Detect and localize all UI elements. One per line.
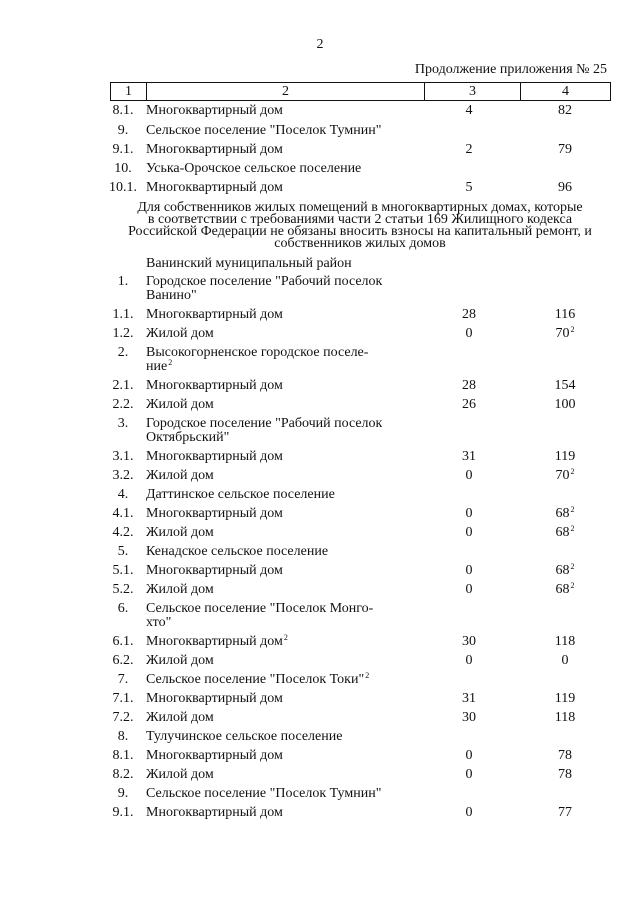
column-3-value: 30 (462, 710, 476, 725)
row-name (146, 507, 421, 521)
row-name-line (146, 545, 421, 559)
column-4-value (520, 583, 610, 597)
column-4-number: 78 (558, 767, 572, 782)
row-name-line (146, 673, 421, 687)
column-3-value: 0 (465, 582, 473, 597)
row-name-line (146, 143, 421, 157)
column-header-table (110, 82, 611, 101)
district-name: Ванинский муниципальный район (146, 256, 352, 271)
row-name-text: Сельское поселение "Поселок Тумнин" (146, 123, 382, 138)
column-header-3: 3 (425, 83, 521, 101)
column-4-number: 68 (555, 582, 570, 597)
column-4-number: 70 (555, 468, 570, 483)
row-name-line (146, 507, 421, 521)
column-4-value (520, 635, 610, 649)
row-number: 1. (117, 274, 129, 289)
row-number: 5.1. (112, 563, 134, 578)
row-name-text: Многоквартирный дом (146, 449, 283, 464)
row-name (146, 635, 421, 649)
footnote-marker: 2 (570, 581, 575, 590)
row-name-line (146, 181, 421, 195)
row-name-line (146, 768, 421, 782)
table-row (0, 275, 640, 308)
column-4-number: 70 (555, 326, 570, 341)
table-row (0, 806, 640, 825)
section-heading-line: собственников жилых домов (274, 236, 446, 251)
table-row (0, 398, 640, 417)
column-4-value (520, 398, 610, 412)
table-body (0, 104, 640, 825)
row-name-text: Городское поселение "Рабочий поселок (146, 416, 383, 431)
row-name (146, 162, 421, 176)
column-4-value (520, 507, 610, 521)
row-number: 2. (117, 345, 129, 360)
column-4-value (520, 104, 610, 118)
row-name-line (146, 398, 421, 412)
table-row (0, 346, 640, 379)
column-4-number: 96 (558, 180, 572, 195)
row-name-text: Тулучинское сельское поселение (146, 729, 343, 744)
row-name (146, 143, 421, 157)
row-name-line (146, 431, 421, 445)
row-name (146, 787, 421, 801)
row-name (146, 275, 421, 303)
row-name-text: Многоквартирный дом (146, 691, 283, 706)
row-name-text: Многоквартирный дом (146, 307, 283, 322)
row-name (146, 806, 421, 820)
row-name (146, 673, 421, 687)
column-4-number: 78 (558, 748, 572, 763)
row-name-text: Ванино" (146, 288, 197, 303)
row-number: 1.2. (112, 326, 134, 341)
row-number: 2.2. (112, 397, 134, 412)
row-name (146, 398, 421, 412)
row-name-line (146, 308, 421, 322)
table-row (0, 711, 640, 730)
row-number: 9.1. (112, 805, 134, 820)
column-4-number: 118 (554, 634, 576, 649)
footnote-marker: 2 (365, 671, 370, 680)
row-name-line (146, 379, 421, 393)
table-row (0, 635, 640, 654)
row-name-text: Жилой дом (146, 582, 214, 597)
footnote-marker: 2 (283, 633, 288, 642)
row-name-text: Жилой дом (146, 653, 214, 668)
table-row (0, 507, 640, 526)
column-4-value (520, 806, 610, 820)
row-name-line (146, 564, 421, 578)
section-heading-line: в соответствии с требованиями части 2 статьи 169 Жилищного кодекса (147, 212, 573, 227)
table-row (0, 749, 640, 768)
column-4-number: 68 (555, 525, 570, 540)
row-name (146, 654, 421, 668)
row-number: 9. (117, 786, 129, 801)
row-number: 6. (117, 601, 129, 616)
table-row (0, 673, 640, 692)
row-name-line (146, 289, 421, 303)
row-name (146, 417, 421, 445)
table-row (0, 469, 640, 488)
column-4-value (520, 564, 610, 578)
footnote-marker: 2 (570, 467, 575, 476)
row-name-text: Сельское поселение "Поселок Тумнин" (146, 786, 382, 801)
row-number: 1.1. (112, 307, 134, 322)
column-4-number: 82 (558, 103, 572, 118)
row-name-line (146, 583, 421, 597)
row-name (146, 692, 421, 706)
table-row (0, 583, 640, 602)
column-4-value (520, 181, 610, 195)
column-4-number: 118 (554, 710, 576, 725)
table-row (0, 308, 640, 327)
column-4-number: 116 (554, 307, 576, 322)
row-number: 5. (117, 544, 129, 559)
row-number: 8. (117, 729, 129, 744)
row-name-text: Жилой дом (146, 767, 214, 782)
row-name-line (146, 104, 421, 118)
row-name-line (146, 124, 421, 138)
district-row (0, 257, 640, 275)
row-name-text: хто" (146, 615, 172, 630)
row-name (146, 564, 421, 578)
row-name-text: Кенадское сельское поселение (146, 544, 329, 559)
table-row (0, 104, 640, 124)
column-4-number: 77 (558, 805, 572, 820)
row-name-line (146, 730, 421, 744)
row-name-text: Жилой дом (146, 397, 214, 412)
column-4-number: 79 (558, 142, 572, 157)
footnote-marker: 2 (570, 505, 575, 514)
table-row (0, 162, 640, 181)
row-number: 4.2. (112, 525, 134, 540)
row-number: 2.1. (112, 378, 134, 393)
column-header-1: 1 (111, 83, 147, 101)
row-number: 6.2. (112, 653, 134, 668)
row-name (146, 308, 421, 322)
table-row (0, 417, 640, 450)
row-name-text: Жилой дом (146, 525, 214, 540)
column-3-value: 31 (462, 691, 476, 706)
section-heading-line: Для собственников жилых помещений в многоквартирных домах, которые (137, 200, 583, 215)
row-number: 9.1. (112, 142, 134, 157)
column-4-number: 154 (554, 378, 576, 393)
row-name (146, 124, 421, 138)
table-row (0, 730, 640, 749)
row-name-text: Многоквартирный дом (146, 805, 283, 820)
row-name-line (146, 602, 421, 616)
row-name-line (146, 787, 421, 801)
row-name-text: Многоквартирный дом (146, 378, 283, 393)
row-name-line (146, 450, 421, 464)
column-3-value: 0 (465, 805, 473, 820)
column-3-value: 0 (465, 506, 473, 521)
column-4-value (520, 654, 610, 668)
column-4-value (520, 692, 610, 706)
column-3-value: 26 (462, 397, 476, 412)
row-name (146, 327, 421, 341)
row-name (146, 711, 421, 725)
column-3-value: 0 (465, 525, 473, 540)
column-3-value: 5 (465, 180, 473, 195)
column-3-value: 0 (465, 563, 473, 578)
footnote-marker: 2 (570, 562, 575, 571)
table-row (0, 379, 640, 398)
row-name (146, 104, 421, 118)
row-name-line (146, 488, 421, 502)
row-number: 7.2. (112, 710, 134, 725)
row-name-text: Многоквартирный дом (146, 634, 283, 649)
column-4-number: 119 (554, 691, 576, 706)
row-name-text: Многоквартирный дом (146, 180, 283, 195)
column-4-number: 68 (555, 563, 570, 578)
column-3-value: 4 (465, 103, 473, 118)
row-name-line (146, 360, 421, 374)
row-name-line (146, 417, 421, 431)
table-row (0, 692, 640, 711)
row-number: 7.1. (112, 691, 134, 706)
table-row (0, 143, 640, 162)
column-3-value: 0 (465, 326, 473, 341)
row-name (146, 768, 421, 782)
table-row (0, 327, 640, 346)
column-4-value (520, 308, 610, 322)
row-number: 3.1. (112, 449, 134, 464)
row-name-line (146, 526, 421, 540)
row-number: 3.2. (112, 468, 134, 483)
row-name-line (146, 469, 421, 483)
row-name-text: Октябрьский" (146, 430, 230, 445)
column-4-value (520, 526, 610, 540)
column-3-value: 0 (465, 468, 473, 483)
table-row (0, 768, 640, 787)
row-name (146, 526, 421, 540)
row-name (146, 545, 421, 559)
row-name-text: Сельское поселение "Поселок Монго- (146, 601, 374, 616)
row-name-text: Высокогорненское городское поселе- (146, 345, 369, 360)
row-name-text: Сельское поселение "Поселок Токи" (146, 672, 365, 687)
row-name-text: Многоквартирный дом (146, 563, 283, 578)
row-number: 4.1. (112, 506, 134, 521)
row-name-line (146, 692, 421, 706)
row-number: 3. (117, 416, 129, 431)
footnote-marker: 2 (570, 325, 575, 334)
row-name-text: Городское поселение "Рабочий поселок (146, 274, 383, 289)
column-4-value (520, 450, 610, 464)
row-name (146, 181, 421, 195)
column-header-row (111, 83, 611, 101)
row-name-line (146, 275, 421, 289)
row-name-text: Жилой дом (146, 326, 214, 341)
row-name-text: Даттинское сельское поселение (146, 487, 335, 502)
row-name-text: Многоквартирный дом (146, 506, 283, 521)
row-name-line (146, 749, 421, 763)
table-row (0, 181, 640, 202)
row-name-line (146, 806, 421, 820)
row-number: 10. (114, 161, 132, 176)
table-row (0, 450, 640, 469)
row-name (146, 583, 421, 597)
column-4-number: 68 (555, 506, 570, 521)
row-name-text: Жилой дом (146, 710, 214, 725)
column-3-value: 0 (465, 748, 473, 763)
row-name (146, 379, 421, 393)
column-3-value: 0 (465, 653, 473, 668)
row-name-line (146, 635, 421, 649)
row-name-text: Жилой дом (146, 468, 214, 483)
row-name-line (146, 162, 421, 176)
row-name (146, 488, 421, 502)
table-row (0, 602, 640, 635)
column-3-value: 31 (462, 449, 476, 464)
column-4-value (520, 711, 610, 725)
row-number: 10.1. (109, 180, 137, 195)
row-name (146, 730, 421, 744)
row-name-text: Многоквартирный дом (146, 748, 283, 763)
row-number: 8.1. (112, 748, 134, 763)
row-number: 5.2. (112, 582, 134, 597)
row-name-text: Многоквартирный дом (146, 142, 283, 157)
table-row (0, 654, 640, 673)
row-name-line (146, 327, 421, 341)
section-heading-text (110, 202, 610, 250)
row-number: 8.2. (112, 767, 134, 782)
table-row (0, 545, 640, 564)
row-number: 9. (117, 123, 129, 138)
table-row (0, 564, 640, 583)
table-row (0, 787, 640, 806)
column-4-value (520, 749, 610, 763)
table-row (0, 124, 640, 143)
row-name-text: ние (146, 359, 168, 374)
row-name (146, 469, 421, 483)
continuation-label: Продолжение приложения № 25 (414, 62, 607, 77)
column-3-value: 0 (465, 767, 473, 782)
row-number: 8.1. (112, 103, 134, 118)
column-4-value (520, 469, 610, 483)
row-name (146, 346, 421, 374)
row-name-line (146, 346, 421, 360)
row-name-line (146, 654, 421, 668)
column-3-value: 2 (465, 142, 473, 157)
column-4-number: 0 (561, 653, 569, 668)
column-3-value: 28 (462, 378, 476, 393)
column-header-2: 2 (147, 83, 425, 101)
column-4-value (520, 379, 610, 393)
table-row (0, 488, 640, 507)
row-name (146, 749, 421, 763)
column-4-value (520, 327, 610, 341)
row-number: 7. (117, 672, 129, 687)
column-4-number: 100 (554, 397, 576, 412)
footnote-marker: 2 (570, 524, 575, 533)
column-4-value (520, 143, 610, 157)
footnote-marker: 2 (168, 358, 173, 367)
row-name (146, 602, 421, 630)
column-3-value: 30 (462, 634, 476, 649)
section-heading (0, 202, 640, 257)
row-name (146, 450, 421, 464)
row-number: 6.1. (112, 634, 134, 649)
column-4-value (520, 768, 610, 782)
row-number: 4. (117, 487, 129, 502)
row-name-line (146, 711, 421, 725)
column-4-number: 119 (554, 449, 576, 464)
column-3-value: 28 (462, 307, 476, 322)
table-row (0, 526, 640, 545)
column-header-4: 4 (521, 83, 611, 101)
row-name-text: Уська-Орочское сельское поселение (146, 161, 362, 176)
page-number: 2 (316, 37, 324, 52)
section-heading-line: Российской Федерации не обязаны вносить взносы на капитальный ремонт, и (128, 224, 592, 239)
row-name-text: Многоквартирный дом (146, 103, 283, 118)
row-name-line (146, 616, 421, 630)
